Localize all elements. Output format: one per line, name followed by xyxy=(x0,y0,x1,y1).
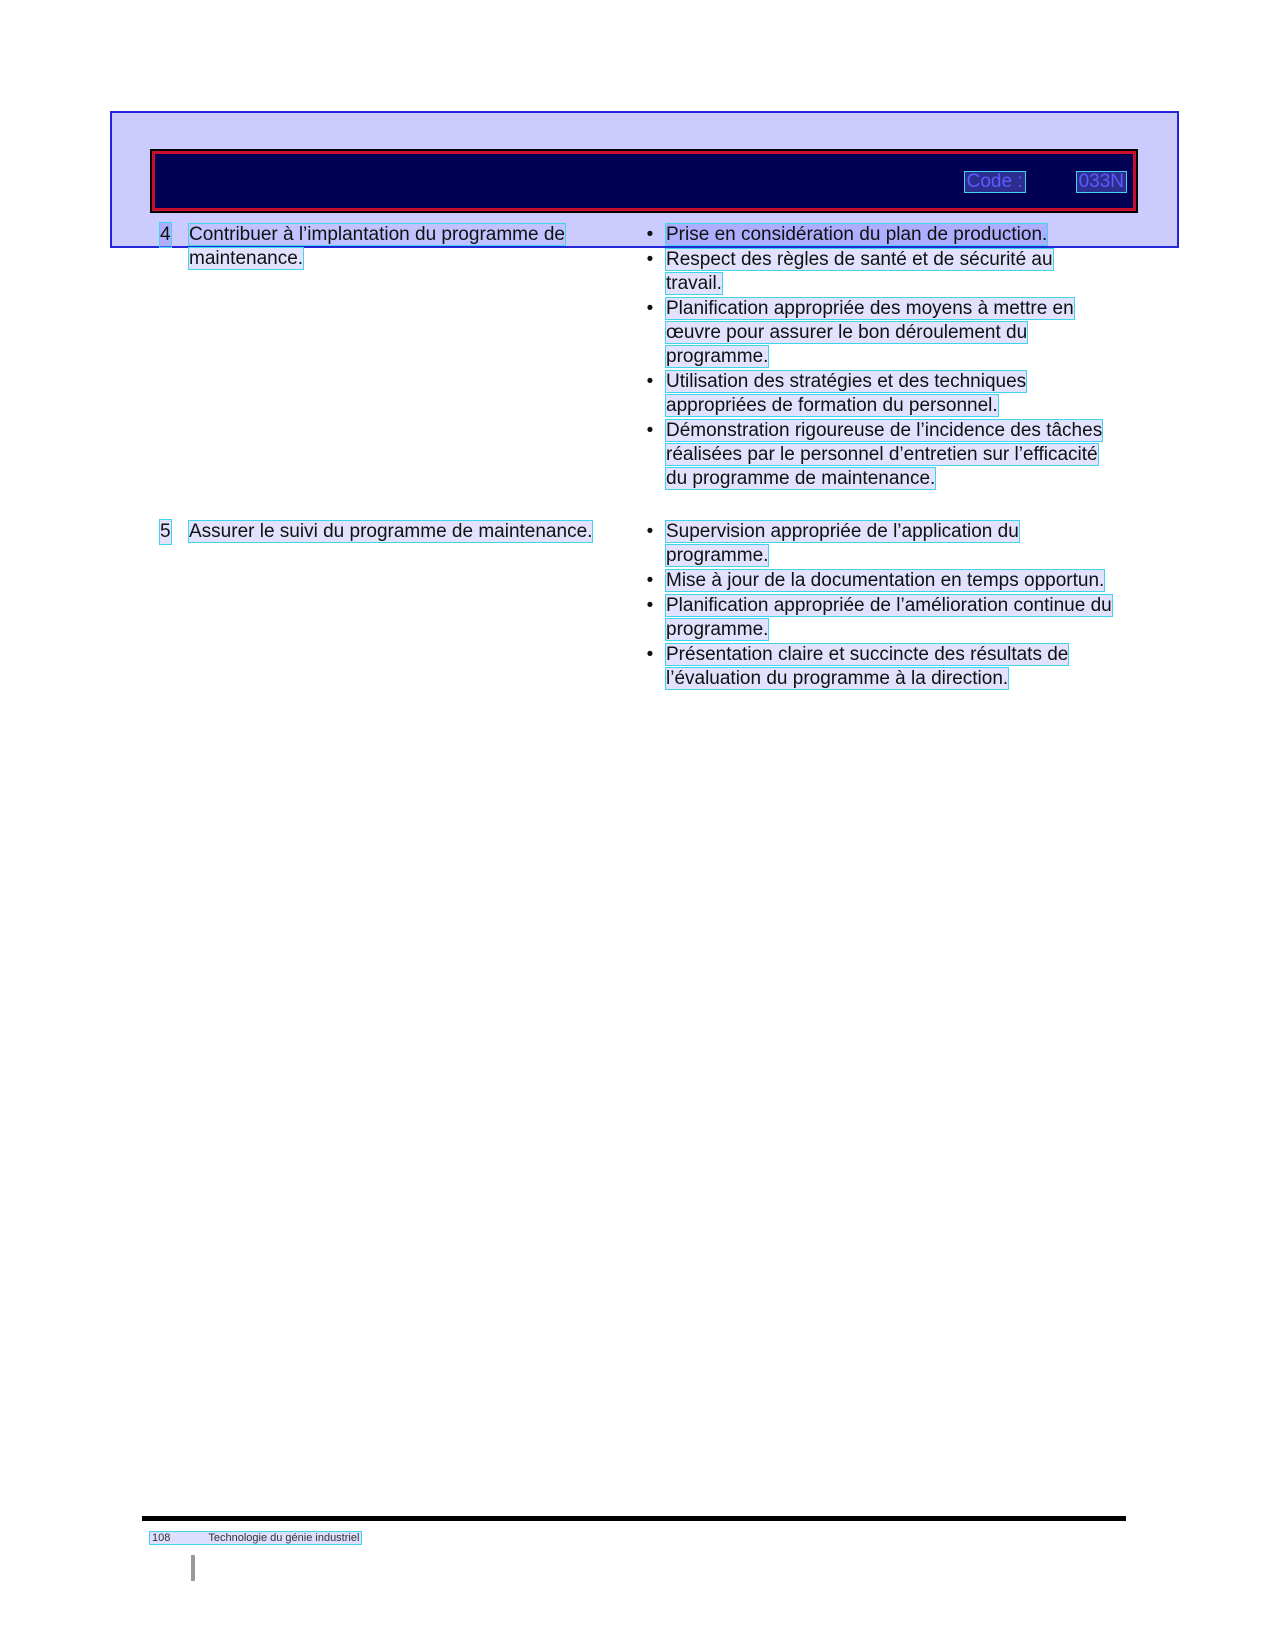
criterion-item: • Supervision appropriée de l’application du programme. xyxy=(646,521,1019,566)
criterion-text: Démonstration rigoureuse de l’incidence des tâches réalisées par le personnel d’entretien sur l’efficacité du programme de maintenance. xyxy=(666,420,1103,489)
footer-mark xyxy=(191,1555,195,1581)
criterion-text: Planification appropriée de l’amélioration continue du programme. xyxy=(666,595,1112,640)
page-footer xyxy=(150,1532,361,1544)
criterion-item: • Mise à jour de la documentation en temps opportun. xyxy=(646,570,1105,591)
criterion-item: • Planification appropriée des moyens à mettre en œuvre pour assurer le bon déroulement du programme. xyxy=(646,298,1074,367)
footer-rule xyxy=(142,1516,1126,1521)
criterion-text: Supervision appropriée de l’application du programme. xyxy=(666,521,1019,566)
title-bar xyxy=(152,151,1136,211)
criterion-item: • Respect des règles de santé et de sécurité au travail. xyxy=(646,249,1053,294)
task-text xyxy=(189,520,659,544)
page-number: 108 xyxy=(152,1532,171,1544)
criterion-item: • Présentation claire et succincte des résultats de l’évaluation du programme à la direction. xyxy=(646,644,1069,689)
row-number: 4 xyxy=(160,224,171,245)
criterion-item: • Utilisation des stratégies et des techniques appropriées de formation du personnel. xyxy=(646,371,1027,416)
criterion-item: • Planification appropriée de l’amélioration continue du programme. xyxy=(646,595,1112,640)
task-label: Contribuer à l’implantation du programme de maintenance. xyxy=(189,224,565,269)
document-title: Technologie du génie industriel xyxy=(208,1532,360,1544)
criterion-text: Mise à jour de la documentation en temps opportun. xyxy=(666,570,1105,591)
course-code xyxy=(964,171,1127,193)
criterion-text: Prise en considération du plan de production. xyxy=(666,224,1048,245)
criterion-item: • Démonstration rigoureuse de l’incidence des tâches réalisées par le personnel d’entretien sur l’efficacité du programme de maintenance. xyxy=(646,420,1103,489)
code-value: 033N xyxy=(1076,171,1127,193)
criterion-text: Présentation claire et succincte des résultats de l’évaluation du programme à la direction. xyxy=(666,644,1069,689)
task-label: Assurer le suivi du programme de maintenance. xyxy=(189,521,593,542)
criterion-text: Respect des règles de santé et de sécurité au travail. xyxy=(666,249,1053,294)
criterion-text: Utilisation des stratégies et des techniques appropriées de formation du personnel. xyxy=(666,371,1027,416)
task-text xyxy=(189,223,659,271)
row-number: 5 xyxy=(160,521,171,542)
criteria-list xyxy=(642,520,1112,692)
criterion-text: Planification appropriée des moyens à mettre en œuvre pour assurer le bon déroulement du programme. xyxy=(666,298,1074,367)
criteria-list xyxy=(642,223,1112,492)
criterion-item: • Prise en considération du plan de production. xyxy=(646,224,1048,245)
code-label: Code : xyxy=(964,171,1026,193)
